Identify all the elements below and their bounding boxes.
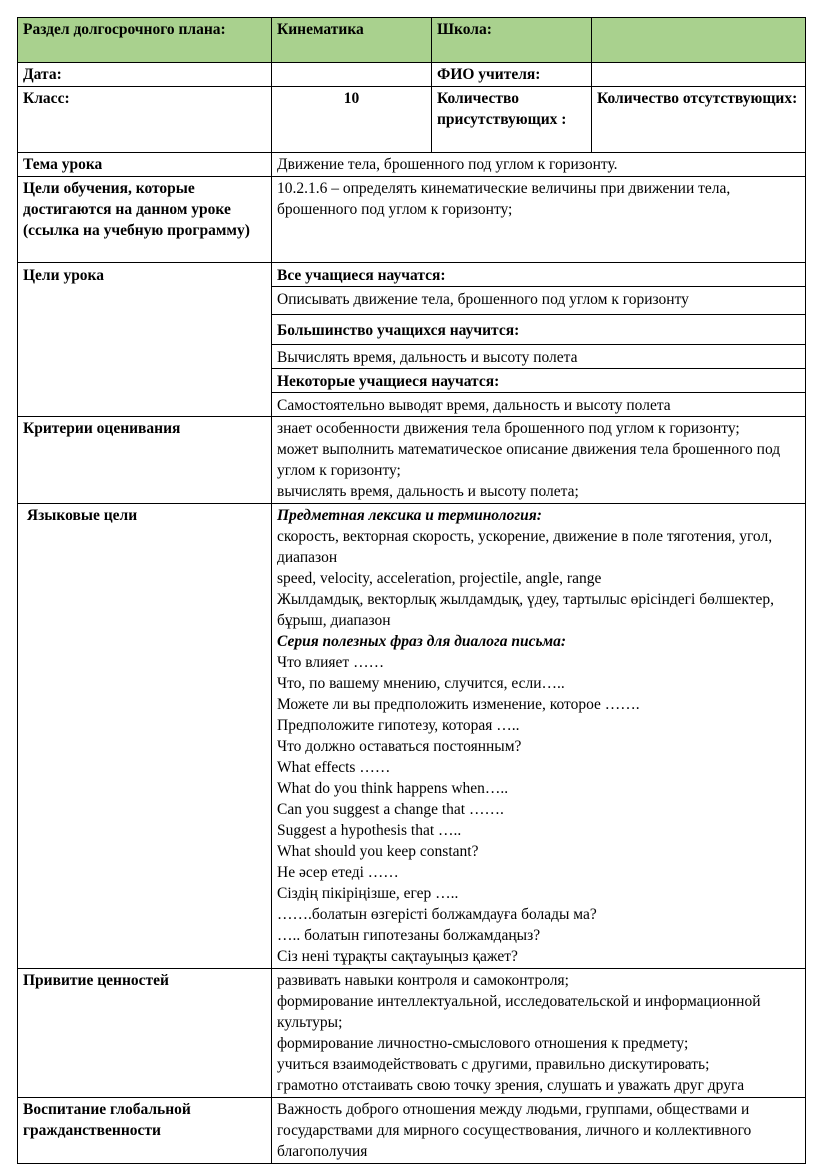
- date-label: Дата:: [18, 63, 272, 87]
- citizenship-value: Важность доброго отношения между людьми, группами, обществами и государствами для мирного сосуществования, личного и коллективного благополучия: [272, 1098, 806, 1164]
- goals-most-heading: Большинство учащихся научится:: [272, 315, 806, 345]
- vocab-line: скорость, векторная скорость, ускорение, движение в поле тяготения, угол, диапазон: [277, 528, 773, 566]
- school-label: Школа:: [432, 18, 592, 63]
- phrase-line: …….болатын өзгерісті болжамдауға болады ма?: [277, 906, 597, 923]
- teacher-label: ФИО учителя:: [432, 63, 592, 87]
- section-label: Раздел долгосрочного плана:: [18, 18, 272, 63]
- citizenship-label: Воспитание глобальной гражданственности: [18, 1098, 272, 1164]
- values-value: [272, 969, 806, 1098]
- topic-label: Тема урока: [18, 153, 272, 177]
- vocab-line: Жылдамдық, векторлық жылдамдық, үдеу, тартылыс өрісіндегі бөлшектер, бұрыш, диапазон: [277, 591, 774, 629]
- criteria-label: Критерии оценивания: [18, 417, 272, 504]
- values-line: учиться взаимодействовать с другими, правильно дискутировать;: [277, 1056, 710, 1073]
- language-row: [18, 504, 806, 969]
- lesson-plan-page: [17, 17, 805, 1164]
- values-line: грамотно отстаивать свою точку зрения, слушать и уважать друг друга: [277, 1077, 745, 1094]
- phrase-line: Сіздің пікіріңізше, егер …..: [277, 885, 459, 902]
- phrase-line: Can you suggest a change that …….: [277, 801, 504, 818]
- phrase-line: Что должно оставаться постоянным?: [277, 738, 522, 755]
- goals-some-text: Самостоятельно выводят время, дальность и высоту полета: [272, 393, 806, 417]
- header-row: [18, 18, 806, 63]
- phrase-line: What should you keep constant?: [277, 843, 479, 860]
- class-value: 10: [272, 87, 432, 153]
- values-line: развивать навыки контроля и самоконтроля;: [277, 972, 569, 989]
- phrase-line: Что, по вашему мнению, случится, если…..: [277, 675, 565, 692]
- vocab-heading: Предметная лексика и терминология:: [277, 507, 542, 524]
- absent-label: Количество отсутствующих:: [592, 87, 806, 153]
- criteria-line: знает особенности движения тела брошенного под углом к горизонту;: [277, 420, 740, 437]
- phrase-line: Suggest a hypothesis that …..: [277, 822, 462, 839]
- topic-row: [18, 153, 806, 177]
- phrase-line: Не әсер етеді ……: [277, 864, 399, 881]
- vocab-line: speed, velocity, acceleration, projectile, angle, range: [277, 570, 602, 587]
- goals-most-text: Вычислять время, дальность и высоту полета: [272, 345, 806, 369]
- phrases-heading: Серия полезных фраз для диалога письма:: [277, 633, 567, 650]
- class-row: [18, 87, 806, 153]
- phrase-line: Можете ли вы предположить изменение, которое …….: [277, 696, 640, 713]
- phrase-line: ….. болатын гипотезаны болжамдаңыз?: [277, 927, 541, 944]
- criteria-row: [18, 417, 806, 504]
- goals-all-text: Описывать движение тела, брошенного под углом к горизонту: [272, 287, 806, 315]
- criteria-line: вычислять время, дальность и высоту полета;: [277, 483, 579, 500]
- values-row: [18, 969, 806, 1098]
- lesson-plan-table: [17, 17, 806, 1164]
- goals-some-heading: Некоторые учащиеся научатся:: [272, 369, 806, 393]
- goals-label: Цели урока: [18, 263, 272, 417]
- present-label: Количество присутствующих :: [432, 87, 592, 153]
- section-value: Кинематика: [272, 18, 432, 63]
- date-row: [18, 63, 806, 87]
- values-line: формирование личностно-смыслового отношения к предмету;: [277, 1035, 689, 1052]
- criteria-line: может выполнить математическое описание движения тела брошенного под углом к горизонту;: [277, 441, 781, 479]
- objectives-value: 10.2.1.6 – определять кинематические величины при движении тела, брошенного под углом к горизонту;: [272, 177, 806, 263]
- values-line: формирование интеллектуальной, исследовательской и информационной культуры;: [277, 993, 761, 1031]
- objectives-label: Цели обучения, которые достигаются на данном уроке (ссылка на учебную программу): [18, 177, 272, 263]
- topic-value: Движение тела, брошенного под углом к горизонту.: [272, 153, 806, 177]
- language-label: Языковые цели: [18, 504, 272, 969]
- date-value: [272, 63, 432, 87]
- objectives-row: [18, 177, 806, 263]
- teacher-value: [592, 63, 806, 87]
- criteria-value: [272, 417, 806, 504]
- goals-all-heading: Все учащиеся научатся:: [272, 263, 806, 287]
- class-label: Класс:: [18, 87, 272, 153]
- goals-all-heading-row: [18, 263, 806, 287]
- language-value: [272, 504, 806, 969]
- citizenship-row: [18, 1098, 806, 1164]
- phrase-line: Предположите гипотезу, которая …..: [277, 717, 520, 734]
- phrase-line: What effects ……: [277, 759, 391, 776]
- school-value: [592, 18, 806, 63]
- phrase-line: What do you think happens when…..: [277, 780, 509, 797]
- values-label: Привитие ценностей: [18, 969, 272, 1098]
- phrase-line: Что влияет ……: [277, 654, 385, 671]
- phrase-line: Сіз нені тұрақты сақтауыңыз қажет?: [277, 948, 518, 965]
